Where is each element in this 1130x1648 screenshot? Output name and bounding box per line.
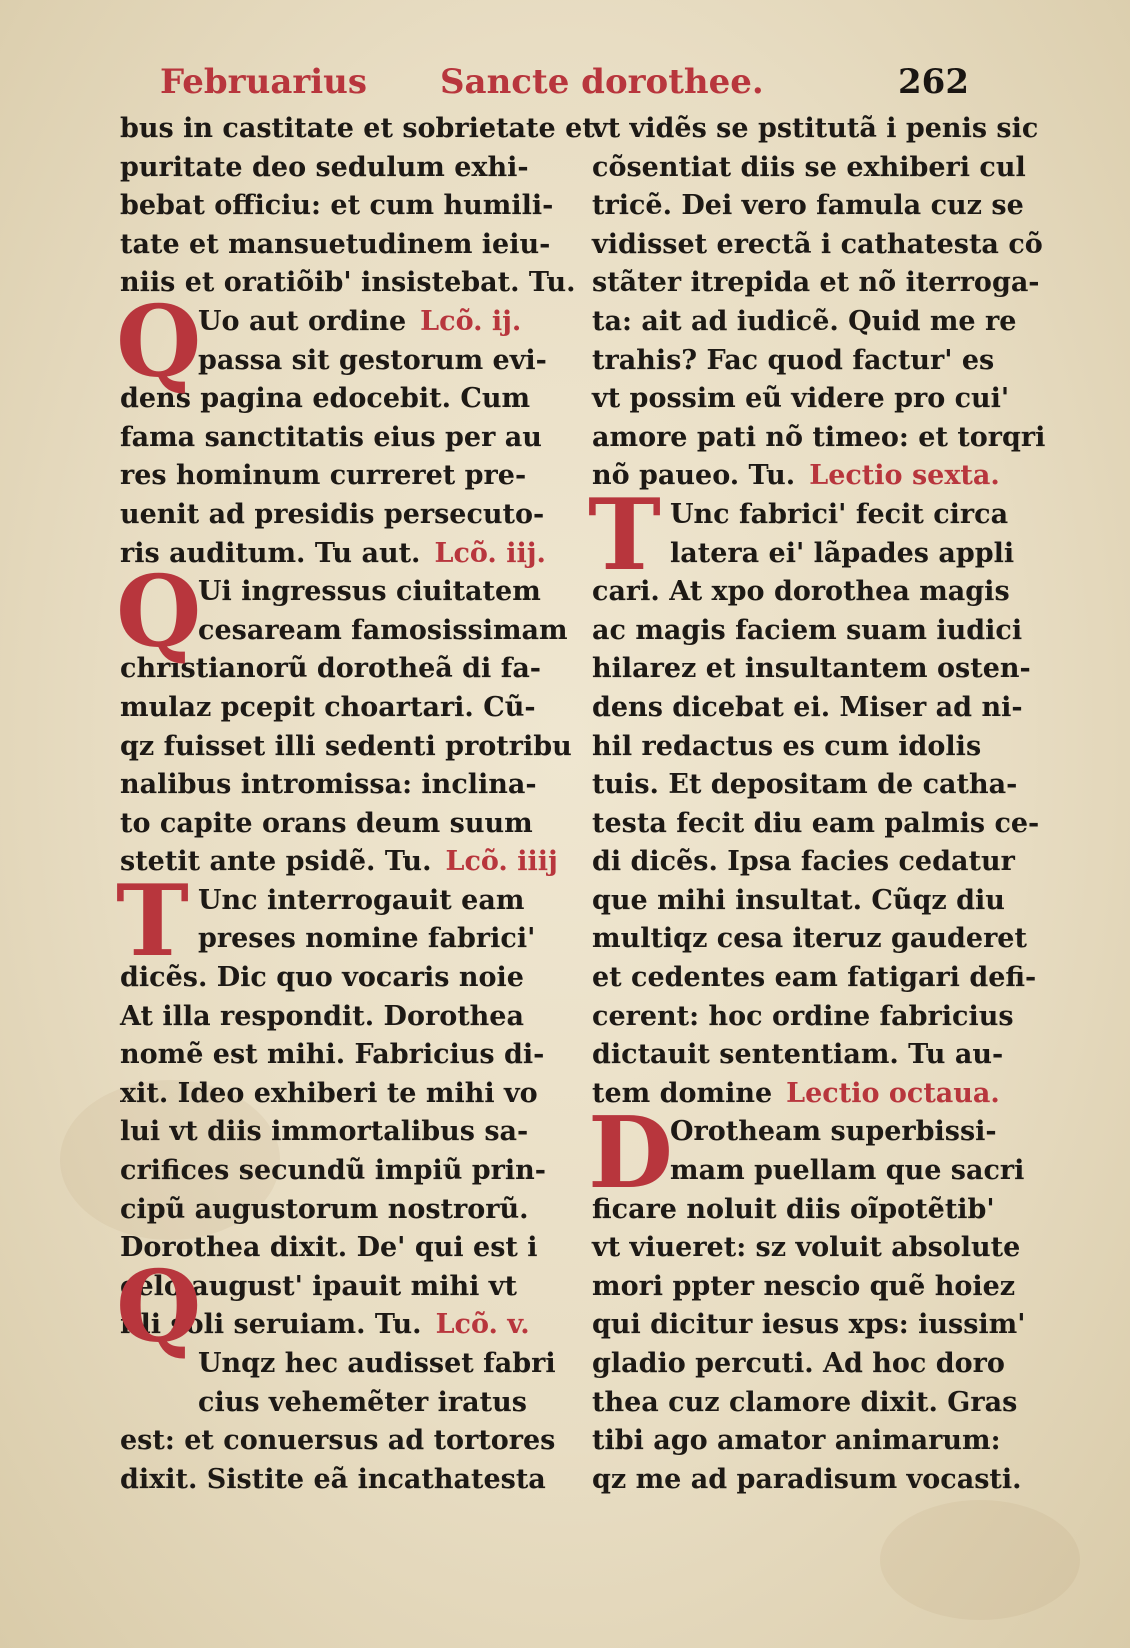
rubric-lesson-marker: Lcõ. iiij — [445, 846, 558, 878]
text-line — [592, 998, 1042, 1037]
line-text: qz me ad paradisum vocasti. — [592, 1463, 1022, 1495]
text-line — [120, 1075, 560, 1114]
line-text: nomẽ est mihi. Fabricius di- — [120, 1039, 545, 1071]
line-text: vidisset erectã i cathatesta cõ — [592, 228, 1043, 260]
text-line — [592, 1306, 1042, 1345]
rubric-lesson-marker: Lectio sexta. — [809, 460, 1000, 492]
text-line — [592, 149, 1042, 188]
text-line — [120, 766, 560, 805]
line-text: stãter itrepida et nõ iterroga- — [592, 267, 1040, 299]
text-line — [592, 303, 1042, 342]
line-text: dens dicebat ei. Miser ad ni- — [592, 691, 1023, 723]
line-text: xit. Ideo exhiberi te mihi vo — [120, 1077, 538, 1109]
red-initial-q: Q — [116, 285, 202, 400]
text-line — [120, 1036, 560, 1075]
line-text: fama sanctitatis eius per au — [120, 421, 542, 453]
text-line — [120, 1461, 560, 1500]
line-text: gladio percuti. Ad hoc doro — [592, 1348, 1005, 1379]
line-text: mulaz pcepit choartari. Cũ- — [120, 691, 536, 723]
line-text: qz fuisset illi sedenti protribu — [120, 730, 572, 762]
text-line — [592, 1036, 1042, 1075]
line-text: amore pati nõ timeo: et torqri — [592, 421, 1046, 453]
rubric-lesson-marker: Lectio octaua. — [786, 1077, 1000, 1109]
line-text: dicẽs. Dic quo vocaris noie — [120, 962, 524, 994]
line-text: uenit ad presidis persecuto- — [120, 498, 545, 530]
text-line — [592, 882, 1042, 921]
line-text: vt vidẽs se pstitutã i penis sic — [592, 113, 1039, 144]
text-line — [592, 805, 1042, 844]
line-text: Unqz hec audisset fabri — [198, 1348, 556, 1379]
line-text: tibi ago amator animarum: — [592, 1425, 1001, 1457]
text-line — [592, 380, 1042, 419]
line-text: cerent: hoc ordine fabricius — [592, 1000, 1014, 1032]
line-text: latera ei' lãpades appli — [670, 537, 1015, 569]
text-line — [592, 843, 1042, 882]
line-text: hil redactus es cum idolis — [592, 730, 982, 762]
line-text: vt viueret: sz voluit absolute — [592, 1232, 1021, 1264]
text-line — [120, 998, 560, 1037]
rubric-lesson-marker: Lcõ. v. — [435, 1309, 530, 1341]
line-text: et cedentes eam fatigari defi- — [592, 962, 1037, 994]
red-initial-t: T — [116, 864, 189, 979]
line-text: bebat officiu: et cum humili- — [120, 190, 554, 222]
text-line — [592, 920, 1042, 959]
line-text: nalibus intromissa: inclina- — [120, 769, 537, 801]
text-line — [592, 264, 1042, 303]
text-line — [592, 110, 1042, 149]
text-line — [120, 1384, 560, 1423]
text-line — [120, 496, 560, 535]
line-text: tem domine — [592, 1077, 773, 1109]
line-text: crifices secundũ impiũ prin- — [120, 1155, 546, 1187]
line-text: stetit ante psidẽ. Tu. — [120, 846, 432, 878]
line-text: nõ paueo. Tu. — [592, 460, 796, 492]
line-text: cõsentiat diis se exhiberi cul — [592, 151, 1026, 183]
text-line — [592, 226, 1042, 265]
text-line — [592, 650, 1042, 689]
line-text: dixit. Sistite eã incathatesta — [120, 1463, 546, 1495]
line-text: preses nomine fabrici' — [198, 923, 536, 955]
text-line — [120, 1152, 560, 1191]
line-text: lui vt diis immortalibus sa- — [120, 1116, 529, 1148]
line-text: ficare noluit diis oĩpotẽtib' — [592, 1193, 995, 1225]
text-line — [120, 149, 560, 188]
text-line — [120, 1113, 560, 1152]
right-column — [592, 110, 1046, 1499]
line-text: est: et conuersus ad tortores — [120, 1425, 556, 1457]
line-text: celo august' ipauit mihi vt — [120, 1270, 517, 1302]
text-line — [592, 689, 1042, 728]
rubric-lesson-marker: Lcõ. ij. — [420, 305, 522, 337]
line-text: tricẽ. Dei vero famula cuz se — [592, 190, 1024, 222]
line-text: thea cuz clamore dixit. Gras — [592, 1386, 1018, 1418]
line-text: Unc interrogauit eam — [198, 884, 525, 916]
line-text: cari. At xpo dorothea magis — [592, 576, 1010, 608]
line-text: Ui ingressus ciuitatem — [198, 576, 541, 608]
text-line — [120, 226, 560, 265]
text-line — [120, 419, 560, 458]
line-text: Unc fabrici' fecit circa — [670, 498, 1009, 530]
text-line — [592, 1268, 1042, 1307]
line-text: hilarez et insultantem osten- — [592, 653, 1031, 685]
line-text: bus in castitate et sobrietate et — [120, 113, 595, 144]
line-text: At illa respondit. Dorothea — [120, 1000, 524, 1032]
line-text: res hominum curreret pre- — [120, 460, 527, 492]
text-line — [592, 1229, 1042, 1268]
text-line — [120, 110, 595, 149]
line-text: dens pagina edocebit. Cum — [120, 383, 531, 415]
text-line — [120, 1422, 560, 1461]
paper-stain — [880, 1500, 1080, 1620]
line-text: tate et mansuetudinem ieiu- — [120, 228, 551, 260]
text-line — [592, 766, 1042, 805]
line-text: ac magis faciem suam iudici — [592, 614, 1023, 646]
line-text: Orotheam superbissi- — [670, 1116, 997, 1148]
header-saint: Sancte dorothee. — [440, 62, 764, 102]
line-text: Dorothea dixit. De' qui est i — [120, 1232, 538, 1264]
running-header — [160, 62, 1040, 106]
header-month: Februarius — [160, 62, 368, 102]
line-text: que mihi insultat. Cũqz diu — [592, 884, 1005, 916]
text-line — [120, 187, 560, 226]
text-line — [120, 689, 560, 728]
line-text: qui dicitur iesus xps: iussim' — [592, 1309, 1026, 1341]
text-line — [592, 419, 1046, 458]
line-text: Uo aut ordine — [198, 305, 407, 337]
line-text: testa fecit diu eam palmis ce- — [592, 807, 1040, 839]
text-line — [120, 728, 572, 767]
line-text: to capite orans deum suum — [120, 807, 533, 839]
line-text: ris auditum. Tu aut. — [120, 537, 421, 569]
text-line — [592, 959, 1042, 998]
line-text: christianorũ dorotheã di fa- — [120, 653, 542, 685]
text-line — [592, 612, 1042, 651]
line-text: trahis? Fac quod factur' es — [592, 344, 995, 376]
line-text: tuis. Et depositam de catha- — [592, 769, 1018, 801]
line-text: mori ppter nescio quẽ hoiez — [592, 1270, 1016, 1302]
text-line — [120, 457, 560, 496]
line-text: di dicẽs. Ipsa facies cedatur — [592, 846, 1015, 878]
text-line — [592, 1345, 1042, 1384]
red-initial-q: Q — [116, 1250, 202, 1365]
line-text: dictauit sententiam. Tu au- — [592, 1039, 1004, 1071]
red-initial-d: D — [588, 1096, 673, 1211]
line-text: passa sit gestorum evi- — [198, 344, 547, 376]
line-text: vt possim eũ videre pro cui' — [592, 383, 1010, 415]
red-initial-t: T — [588, 478, 661, 593]
line-text: multiqz cesa iteruz gauderet — [592, 923, 1027, 955]
line-text: ta: ait ad iudicẽ. Quid me re — [592, 305, 1017, 337]
line-text: mam puellam que sacri — [670, 1155, 1025, 1187]
line-text: cesaream famosissimam — [198, 614, 568, 646]
line-text: puritate deo sedulum exhi- — [120, 151, 529, 183]
red-initial-q: Q — [116, 555, 202, 670]
text-line — [592, 1461, 1042, 1500]
text-line — [592, 342, 1042, 381]
line-text: niis et oratiõib' insistebat. Tu. — [120, 267, 576, 299]
text-line — [592, 1422, 1042, 1461]
folio-number: 262 — [898, 62, 969, 102]
line-text: illi soli seruiam. Tu. — [120, 1309, 422, 1341]
text-line — [120, 1191, 560, 1230]
line-text: cius vehemẽter iratus — [198, 1386, 527, 1418]
line-text: cipũ augustorum nostrorũ. — [120, 1193, 529, 1225]
text-line — [120, 805, 560, 844]
text-line — [592, 187, 1042, 226]
rubric-lesson-marker: Lcõ. iij. — [434, 537, 546, 569]
text-line — [592, 728, 1042, 767]
text-line — [592, 1384, 1042, 1423]
